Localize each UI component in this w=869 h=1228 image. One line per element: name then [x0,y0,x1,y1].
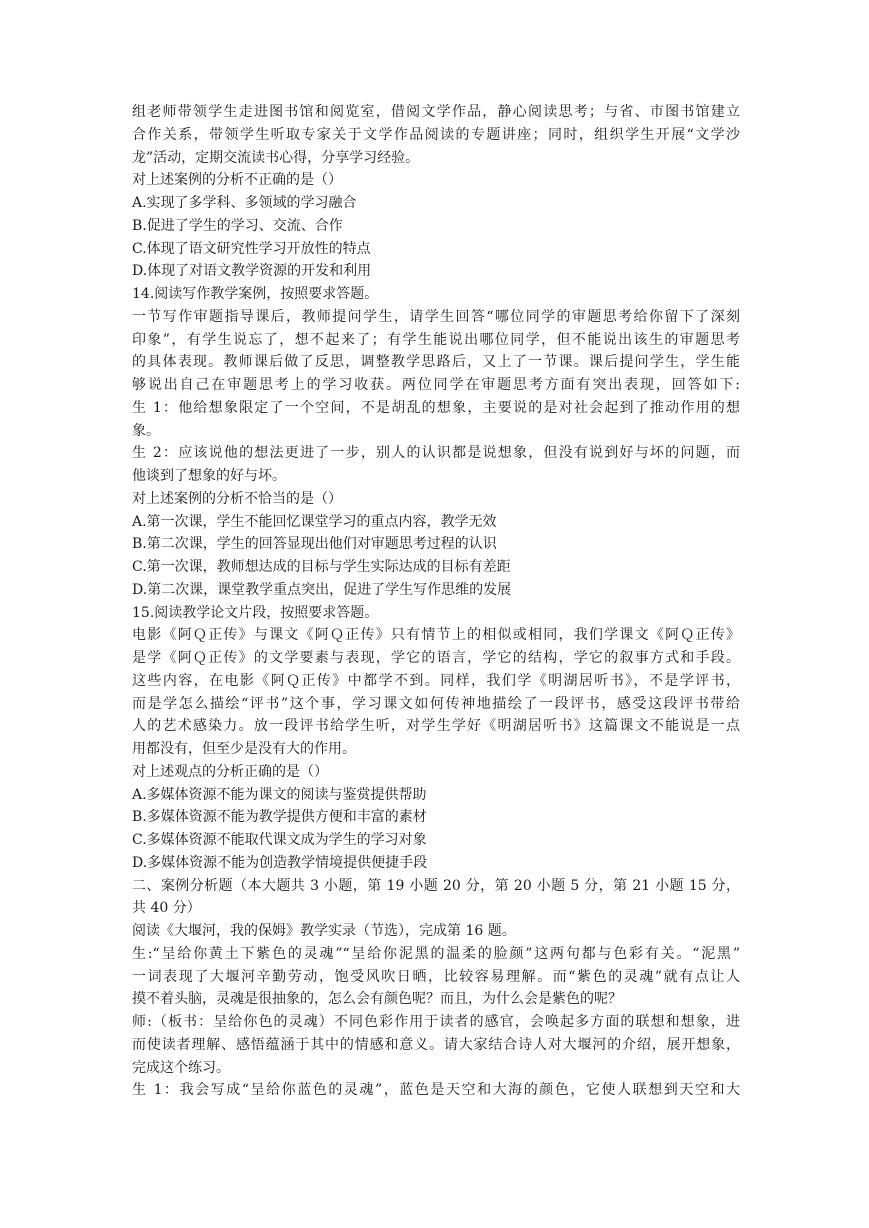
text-line: 生 1：我会写成“呈给你蓝色的灵魂”，蓝色是天空和大海的颜色，它使人联想到天空和大 [132,1082,740,1099]
text-line: D.体现了对语文教学资源的开发和利用 [132,263,372,280]
text-line: 14.阅读写作教学案例，按照要求答题。 [132,286,379,302]
text-line: A.实现了多学科、多领域的学习融合 [132,195,357,211]
text-line: A.多媒体资源不能为课文的阅读与鉴赏提供帮助 [132,786,427,803]
text-line: 对上述案例的分析不正确的是（） [132,172,342,189]
text-line: C.第一次课，教师想达成的目标与学生实际达成的目标有差距 [132,559,511,575]
text-line: 二、案例分析题（本大题共 3 小题，第 19 小题 20 分，第 20 小题 5 分，第 21 小题 15 分， [132,877,740,894]
text-line: 组老师带领学生走进图书馆和阅览室，借阅文学作品，静心阅读思考；与省、市图书馆建立 [132,104,740,120]
text-line: 而是学怎么描绘“评书”这个事，学习课文如何传神地描绘了一段评书，感受这段评书带给 [132,695,740,712]
text-line: 的具体表现。教师课后做了反思，调整教学思路后，又上了一节课。课后提问学生，学生能 [132,354,740,371]
text-line: 象。 [132,422,160,439]
text-line: A.第一次课，学生不能回忆课堂学习的重点内容，教学无效 [132,513,497,530]
text-line: D.多媒体资源不能为创造教学情境提供便捷手段 [132,854,428,871]
text-line: 够说出自己在审题思考上的学习收获。两位同学在审题思考方面有突出表现，回答如下: [132,377,740,393]
text-line: 一词表现了大堰河辛勤劳动，饱受风吹日晒，比较容易理解。而“紫色的灵魂”就有点让人 [132,968,740,985]
text-line: D.第二次课，课堂教学重点突出，促进了学生写作思维的发展 [132,581,512,598]
text-line: 合作关系，带领学生听取专家关于文学作品阅读的专题讲座；同时，组织学生开展“文学沙 [132,126,740,143]
text-line: B.多媒体资源不能为教学提供方便和丰富的素材 [132,809,427,826]
text-line: 生:“呈给你黄土下紫色的灵魂”“呈给你泥黑的温柔的脸颜”这两句都与色彩有关。“泥黑” [132,945,740,962]
text-line: 电影《阿Ｑ正传》与课文《阿Ｑ正传》只有情节上的相似或相同，我们学课文《阿Ｑ正传》 [132,627,740,644]
document-page [132,101,740,1102]
text-line: 他谈到了想象的好与坏。 [132,468,286,484]
text-line: 阅读《大堰河，我的保姆》教学实录（节选），完成第 16 题。 [132,923,516,939]
text-line: 摸不着头脑，灵魂是很抽象的，怎么会有颜色呢？而且，为什么会是紫色的呢？ [132,991,622,1008]
text-line: 一节写作审题指导课后，教师提问学生，请学生回答“哪位同学的审题思考给你留下了深刻 [132,308,740,325]
text-line: 15.阅读教学论文片段，按照要求答题。 [132,604,379,621]
text-line: 对上述案例的分析不恰当的是（） [132,490,342,507]
text-line: 生 2：应该说他的想法更进了一步，别人的认识都是说想象，但没有说到好与坏的问题，而 [132,445,740,462]
text-line: 共 40 分） [132,900,201,917]
text-line: 人的艺术感染力。放一段评书给学生听，对学生学好《明湖居听书》这篇课文不能说是一点 [132,718,740,735]
text-line: 师:（板书：呈给你色的灵魂）不同色彩作用于读者的感官，会唤起多方面的联想和想象，进 [132,1014,740,1030]
text-line: 是学《阿Ｑ正传》的文学要素与表现，学它的语言，学它的结构，学它的叙事方式和手段。 [132,650,740,666]
text-line: 对上述观点的分析正确的是（） [132,763,328,780]
text-line: 生 1：他给想象限定了一个空间，不是胡乱的想象，主要说的是对社会起到了推动作用的想 [132,399,740,416]
text-line: B.促进了学生的学习、交流、合作 [132,217,343,234]
text-line: 而使读者理解、感悟蕴涵于其中的情感和意义。请大家结合诗人对大堰河的介绍，展开想象， [132,1036,740,1053]
text-line: 龙”活动，定期交流读书心得，分享学习经验。 [132,149,420,166]
text-line: 这些内容，在电影《阿Ｑ正传》中都学不到。同样，我们学《明湖居听书》，不是学评书， [132,672,740,689]
text-line: 完成这个练习。 [132,1059,230,1076]
text-line: B.第二次课，学生的回答显现出他们对审题思考过程的认识 [132,536,497,553]
text-line: 用都没有，但至少是没有大的作用。 [132,741,356,757]
text-line: C.体现了语文研究性学习开放性的特点 [132,240,371,257]
text-line: 印象”，有学生说忘了，想不起来了；有学生能说出哪位同学，但不能说出该生的审题思考 [132,331,740,348]
text-line: C.多媒体资源不能取代课文成为学生的学习对象 [132,832,427,848]
